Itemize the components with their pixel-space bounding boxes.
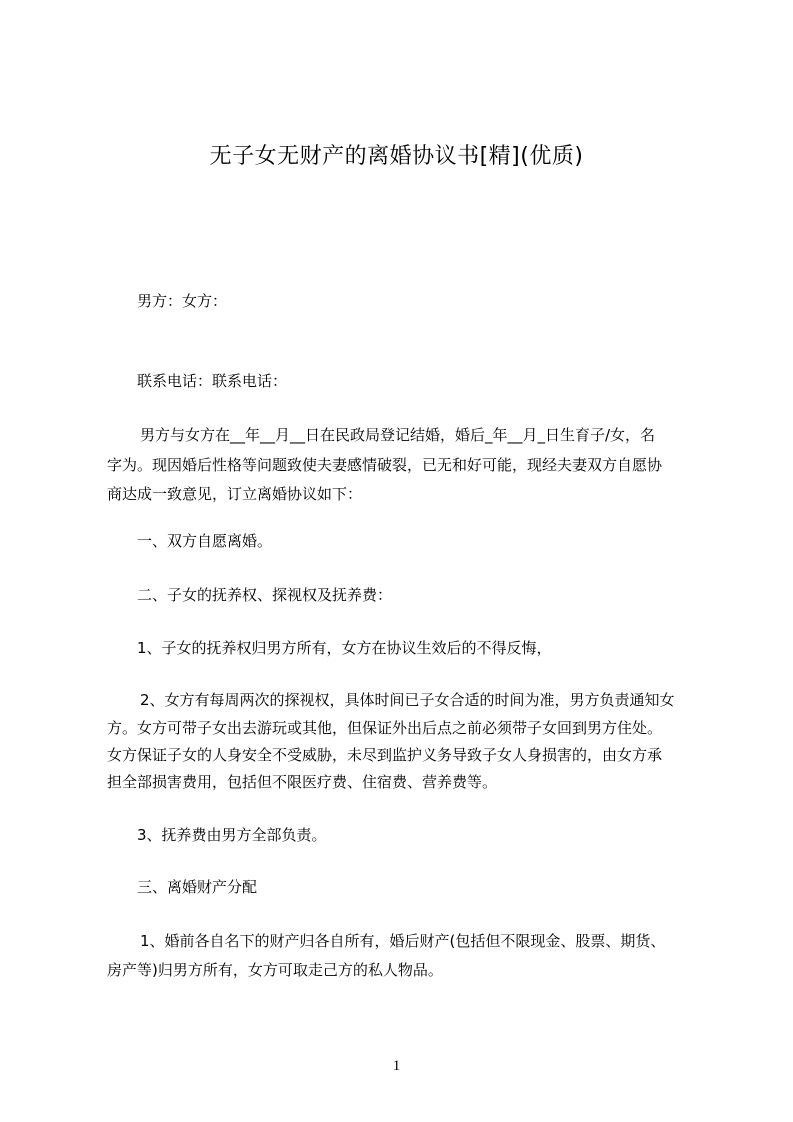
article-1: 一、双方自愿离婚。 [137, 532, 273, 550]
article-2-heading: 二、子女的抚养权、探视权及抚养费： [137, 586, 393, 604]
intro-line-3: 商达成一致意见，订立离婚协议如下： [107, 485, 363, 503]
page-number: 1 [392, 1058, 401, 1074]
article-2-item-1: 1、子女的抚养权归男方所有，女方在协议生效后的不得反悔， [137, 639, 552, 657]
phones-line: 联系电话：联系电话： [137, 372, 288, 390]
article-2-item-2-line-2: 方。女方可带子女出去游玩或其他，但保证外出后点之前必须带子女回到男方住处。 [107, 719, 663, 737]
intro-line-2: 字为。现因婚后性格等问题致使夫妻感情破裂，已无和好可能，现经夫妻双方自愿协 [107, 456, 663, 474]
article-2-item-2-line-3: 女方保证子女的人身安全不受威胁，未尽到监护义务导致子女人身损害的，由女方承 [107, 746, 663, 764]
parties-line: 男方：女方： [137, 292, 228, 310]
article-2-item-3: 3、抚养费由男方全部负责。 [137, 826, 327, 844]
article-2-item-2-line-1: 2、女方有每周两次的探视权，具体时间已子女合适的时间为准，男方负责通知女 [140, 691, 675, 709]
article-2-item-2-line-4: 担全部损害费用，包括但不限医疗费、住宿费、营养费等。 [107, 773, 498, 791]
article-3-item-1-line-2: 房产等)归男方所有，女方可取走己方的私人物品。 [107, 961, 443, 979]
article-3-item-1-line-1: 1、婚前各自名下的财产归各自所有，婚后财产(包括但不限现金、股票、期货、 [140, 932, 666, 950]
article-3-heading: 三、离婚财产分配 [137, 878, 258, 896]
document-title: 无子女无财产的离婚协议书[精](优质) [209, 144, 584, 169]
intro-line-1: 男方与女方在__年__月__日在民政局登记结婚，婚后_年__月_日生育子/女，名 [140, 426, 656, 444]
